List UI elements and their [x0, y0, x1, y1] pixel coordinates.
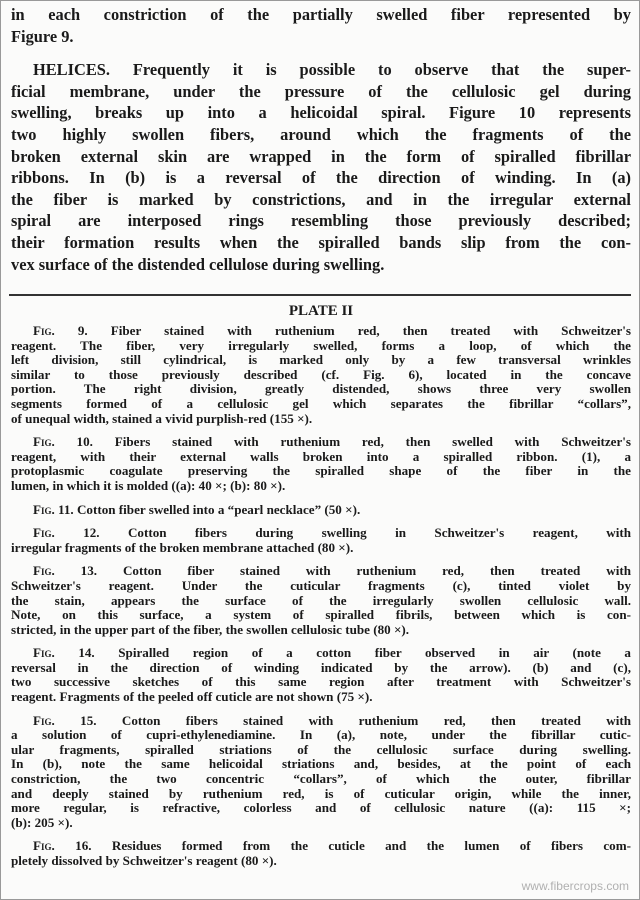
- text-line: portion. The right division, greatly distended, shows three very swollen: [11, 382, 631, 397]
- text-line: stricted, in the upper part of the fiber, the swollen cellulosic tube (80 ×).: [11, 622, 410, 637]
- text-line: protoplasmic coagulate preserving the spiralled shape of the fiber in the: [11, 464, 631, 479]
- figure-caption: [11, 646, 631, 704]
- paragraph-gap: [11, 494, 631, 503]
- figure-caption: [11, 564, 631, 637]
- text-line: Fig. 12. Cotton fibers during swelling in Schweitzer's reagent, with: [33, 526, 631, 541]
- text-line: Fig. 9. Fiber stained with ruthenium red, then treated with Schweitzer's: [33, 324, 631, 338]
- watermark: www.fibercrops.com: [521, 879, 629, 893]
- text-line: Fig. 10. Fibers stained with ruthenium red, then swelled with Schweitzer's: [33, 435, 631, 450]
- text-line: Fig. 15. Cotton fibers stained with ruthenium red, then treated with: [33, 713, 631, 728]
- text-line: segments formed of a cellulosic gel which separates the fibrillar “collars”,: [11, 396, 631, 411]
- figure-label: Fig. 14.: [33, 646, 95, 661]
- text-line: swelling, breaks up into a helicoidal spiral. Figure 10 represents: [11, 103, 631, 123]
- text-line: reversal in the direction of winding indicated by the arrow). (b) and (c),: [11, 660, 631, 675]
- text-line: two highly swollen fibers, around which the fragments of the: [11, 124, 631, 144]
- figure-label: Fig. 11.: [33, 502, 74, 517]
- text-line: two successive sketches of this same region after treatment with Schweitzer's: [11, 675, 631, 690]
- text-line: lumen, in which it is molded ((a): 40 ×; (b): 80 ×).: [11, 478, 286, 493]
- text-line: irregular fragments of the broken membrane attached (80 ×).: [11, 540, 354, 555]
- text-line: similar to those previously described (cf. Fig. 6), located in the concave: [11, 367, 631, 382]
- figure-label: Fig. 16.: [33, 839, 92, 854]
- text-line: the fiber is marked by constrictions, and in the irregular external: [11, 189, 631, 209]
- text-line: the stain, appears the surface of the irregularly swollen cellulosic wall.: [11, 593, 631, 608]
- plate-title: PLATE II: [288, 303, 354, 319]
- text-line: and deeply stained by ruthenium red, is of cuticular origin, while the inner,: [11, 786, 631, 801]
- paragraph-gap: [11, 705, 631, 714]
- text-line: a solution of cupri-ethylenediamine. In (a), note, under the fibrillar cutic-: [11, 728, 631, 743]
- figure-label: Fig. 13.: [33, 564, 98, 579]
- text-line: (b): 205 ×).: [11, 815, 73, 830]
- paragraph-gap: [11, 426, 631, 435]
- figure-label: Fig. 10.: [33, 435, 93, 450]
- text-line: Note, on this surface, a system of spiralled fibrils, between which is con-: [11, 608, 631, 623]
- text-line: ular fragments, spiralled striations of the cellulosic surface during swelling.: [11, 742, 631, 757]
- text-line: reagent. Fragments of the peeled off cuticle are not shown (75 ×).: [11, 690, 373, 705]
- text-line: reagent. The fiber, very irregularly swelled, forms a loop, of which the: [11, 338, 631, 353]
- figure-caption: [11, 526, 631, 555]
- figure-label: Fig. 9.: [33, 324, 88, 338]
- figure-caption: [11, 503, 631, 518]
- text-line: in each constriction of the partially swelled fiber represented by: [11, 5, 631, 24]
- divider: [9, 294, 631, 296]
- text-line: Figure 9.: [11, 26, 74, 46]
- text-line: left division, still cylindrical, is marked only by a few transversal wrinkles: [11, 353, 631, 368]
- text-line: reagent, with their external walls broken into a spiralled ribbon. (1), a: [11, 449, 631, 464]
- figure-label: Fig. 12.: [33, 526, 100, 541]
- text-line: broken external skin are wrapped in the form of spiralled fibrillar: [11, 146, 631, 166]
- body-text: [11, 4, 631, 275]
- paragraph-gap: [11, 555, 631, 564]
- text-line: ficial membrane, under the pressure of the cellulosic gel during: [11, 81, 631, 101]
- section-heading: HELICES.: [33, 60, 110, 80]
- figure-caption: [11, 324, 631, 426]
- text-line: Fig. 11. Cotton fiber swelled into a “pearl necklace” (50 ×).: [33, 502, 361, 517]
- text-line: HELICES. Frequently it is possible to observe that the super-: [33, 60, 631, 80]
- text-line: Fig. 13. Cotton fiber stained with ruthenium red, then treated with: [33, 564, 631, 579]
- text-line: Fig. 16. Residues formed from the cuticle and the lumen of fibers com-: [33, 839, 631, 854]
- text-line: constriction, the two concentric “collars”, of which the outer, fibrillar: [11, 772, 631, 787]
- text-line: vex surface of the distended cellulose during swelling.: [11, 254, 385, 274]
- figure-caption: [11, 839, 631, 868]
- paragraph-gap: [11, 830, 631, 839]
- text-line: pletely dissolved by Schweitzer's reagent (80 ×).: [11, 854, 277, 868]
- text-line: In (b), note the same helicoidal striations and, besides, at the point of each: [11, 757, 631, 772]
- figure-caption: [11, 714, 631, 831]
- text-line: Schweitzer's reagent. Under the cuticular fragments (c), tinted violet by: [11, 578, 631, 593]
- text-line: their formation results when the spiralled bands slip from the con-: [11, 232, 631, 252]
- paragraph-gap: [11, 637, 631, 646]
- text-line: spiral are interposed rings resembling those previously described;: [11, 211, 631, 231]
- figure-caption: [11, 435, 631, 493]
- paragraph-gap: [11, 517, 631, 526]
- text-line: Fig. 14. Spiralled region of a cotton fiber observed in air (note a: [33, 646, 631, 661]
- figure-label: Fig. 15.: [33, 713, 97, 728]
- text-line: of unequal width, stained a vivid purplish-red (155 ×).: [11, 411, 313, 426]
- text-line: ribbons. In (b) is a reversal of the direction of winding. In (a): [11, 168, 631, 188]
- paragraph-gap: [11, 47, 631, 59]
- figure-captions: [11, 324, 631, 869]
- text-line: more regular, is refractive, colorless and of cellulosic nature ((a): 115 ×;: [11, 801, 631, 816]
